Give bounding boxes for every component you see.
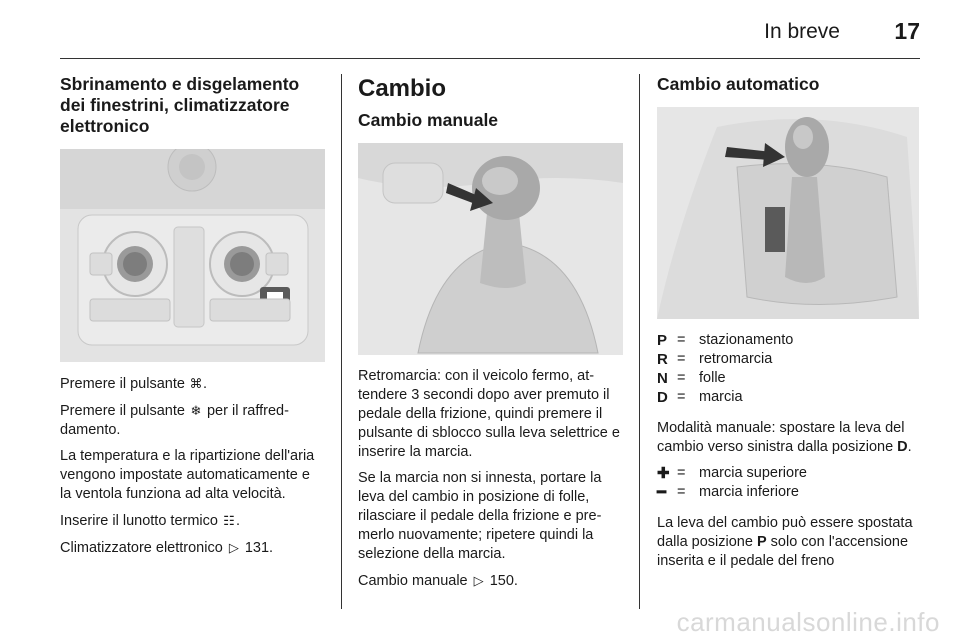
list-item: R = retromarcia	[657, 351, 773, 368]
list-item: N = folle	[657, 370, 726, 387]
paragraph-reverse: Retromarcia: con il veicolo fermo, attendere 3 secondi dopo aver premuto il pedale della frizione, quindi premere il pulsante di sblocco sulla leva selettrice e inserire la marcia.	[358, 368, 620, 460]
list-item: ━ = marcia inferiore	[657, 484, 799, 501]
list-item: P = stazionamento	[657, 332, 794, 349]
snowflake-icon: ❄	[190, 403, 202, 418]
section-title: Sbrinamento e disgelamento dei finestrini, climatizzatore elettronico	[60, 74, 300, 136]
running-title: In breve	[764, 20, 840, 43]
paragraph-retry: Se la marcia non si innesta, portare la leva del cambio in posizione di folle, rilasciare il pedale della frizione e premerlo nuovamente; ripetere quindi la selezione della marcia.	[358, 470, 602, 562]
automatic-gear-illustration	[657, 107, 919, 319]
gear-positions-list	[657, 331, 919, 407]
section-title: Cambio manuale	[358, 110, 499, 130]
paragraph-auto: La temperatura e la ripartizione dell'aria vengono impostate automaticamente e la ventola funziona ad alta velocità.	[60, 448, 315, 502]
column-divider	[639, 74, 640, 609]
column-automatic-gear	[657, 74, 919, 578]
rear-window-heater-icon: ☷	[223, 513, 235, 528]
column-divider	[341, 74, 342, 609]
column-manual-gear	[358, 74, 623, 598]
manual-gear-illustration	[358, 143, 623, 355]
paragraph-cooling: Premere il pulsante ❄ per il raffreddamento.	[60, 403, 289, 438]
paragraph-park-release: La leva del cambio può essere spostata dalla posizione P solo con l'accensione inserita e il pedale del freno	[657, 515, 913, 569]
manual-gear-figure	[358, 143, 623, 355]
paragraph-rear-window: Inserire il lunotto termico ☷.	[60, 513, 241, 529]
paragraph-reference: Cambio manuale ▷ 150.	[358, 573, 518, 589]
page-reference-icon: ▷	[473, 573, 484, 588]
page-header	[0, 0, 960, 60]
watermark: carmanualsonline.info	[676, 607, 940, 637]
paragraph-reference: Climatizzatore elettronico ▷ 131.	[60, 540, 274, 556]
list-item: D = marcia	[657, 389, 743, 406]
defrost-icon: ⌘	[189, 376, 203, 391]
page-number: 17	[894, 18, 920, 44]
automatic-gear-figure	[657, 107, 919, 319]
header-rule	[60, 58, 920, 59]
list-item: ✚ = marcia superiore	[657, 465, 807, 482]
chapter-title: Cambio	[358, 75, 447, 102]
climate-panel-illustration	[60, 149, 325, 362]
plus-icon: ✚	[657, 465, 670, 482]
page-reference-icon: ▷	[228, 540, 239, 555]
column-climate	[60, 74, 325, 565]
climate-panel-figure	[60, 149, 325, 362]
shift-list	[657, 464, 919, 502]
paragraph-defrost: Premere il pulsante ⌘.	[60, 376, 207, 392]
minus-icon: ━	[657, 484, 667, 501]
section-title: Cambio automatico	[657, 74, 820, 94]
paragraph-manual-mode: Modalità manuale: spostare la leva del cambio verso sinistra dalla posizione D.	[657, 420, 912, 455]
